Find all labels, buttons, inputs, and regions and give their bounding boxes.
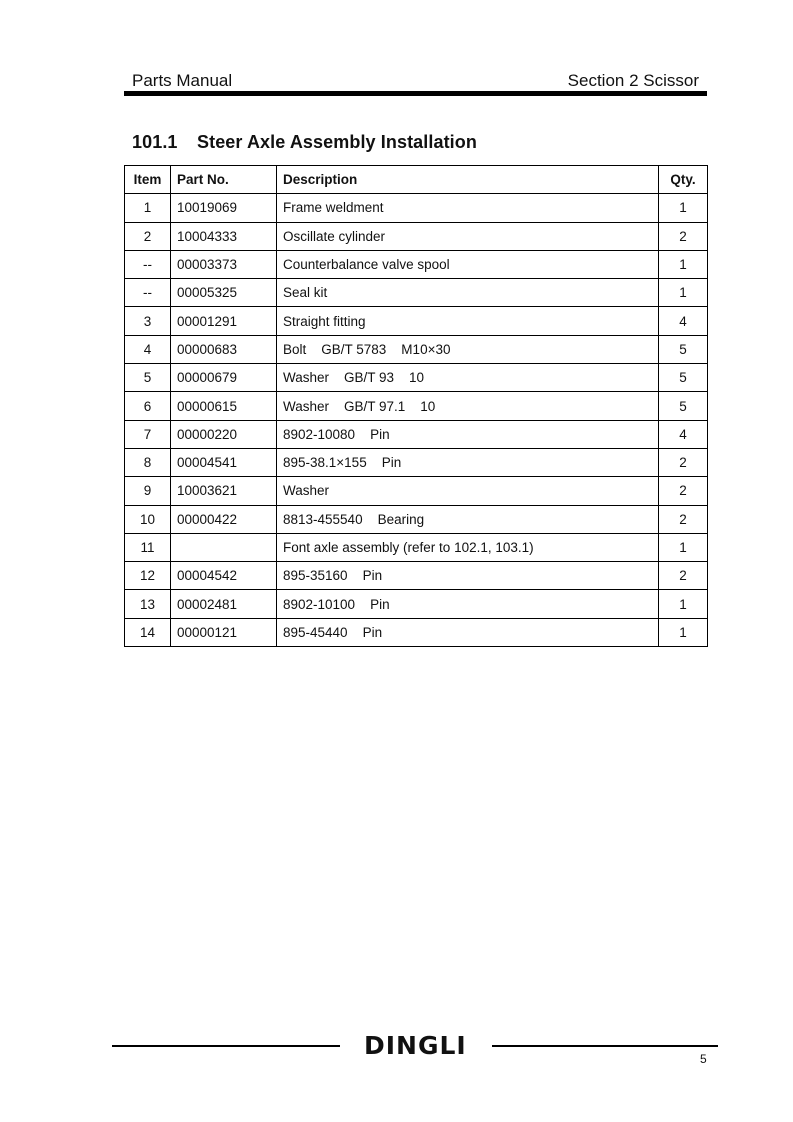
parts-table	[124, 165, 708, 647]
cell-part-no: 00001291	[171, 307, 277, 335]
cell-item: 5	[125, 364, 171, 392]
cell-item: 9	[125, 477, 171, 505]
table-row	[125, 364, 708, 392]
col-header-item: Item	[125, 166, 171, 194]
page-number: 5	[700, 1052, 707, 1066]
footer-rule-left	[112, 1045, 340, 1047]
cell-part-no: 00004541	[171, 448, 277, 476]
table-row	[125, 279, 708, 307]
table-row	[125, 335, 708, 363]
cell-description: Bolt GB/T 5783 M10×30	[277, 335, 659, 363]
cell-qty: 2	[659, 477, 708, 505]
cell-part-no	[171, 533, 277, 561]
section-heading	[132, 132, 477, 153]
section-title: Steer Axle Assembly Installation	[197, 132, 477, 152]
parts-table-body	[125, 194, 708, 647]
cell-part-no: 00005325	[171, 279, 277, 307]
cell-part-no: 10019069	[171, 194, 277, 222]
cell-qty: 2	[659, 448, 708, 476]
cell-description: 8902-10100 Pin	[277, 590, 659, 618]
table-row	[125, 533, 708, 561]
col-header-part-no: Part No.	[171, 166, 277, 194]
cell-qty: 2	[659, 505, 708, 533]
cell-description: 895-45440 Pin	[277, 618, 659, 646]
brand-logo: DINGLI	[364, 1031, 467, 1060]
cell-qty: 5	[659, 364, 708, 392]
page-header	[125, 68, 707, 92]
cell-item: 7	[125, 420, 171, 448]
cell-qty: 2	[659, 222, 708, 250]
manual-title: Parts Manual	[132, 71, 233, 90]
cell-item: 13	[125, 590, 171, 618]
cell-qty: 1	[659, 590, 708, 618]
cell-part-no: 00000679	[171, 364, 277, 392]
cell-description: Font axle assembly (refer to 102.1, 103.1)	[277, 533, 659, 561]
table-row	[125, 590, 708, 618]
table-row	[125, 194, 708, 222]
cell-qty: 1	[659, 618, 708, 646]
cell-description: 895-38.1×155 Pin	[277, 448, 659, 476]
cell-qty: 4	[659, 307, 708, 335]
header-rule	[124, 91, 707, 96]
cell-description: Washer	[277, 477, 659, 505]
cell-item: 11	[125, 533, 171, 561]
table-row	[125, 250, 708, 278]
table-row	[125, 505, 708, 533]
cell-part-no: 00000422	[171, 505, 277, 533]
col-header-description: Description	[277, 166, 659, 194]
cell-item: 6	[125, 392, 171, 420]
table-row	[125, 477, 708, 505]
cell-description: 8813-455540 Bearing	[277, 505, 659, 533]
table-row	[125, 448, 708, 476]
cell-description: Washer GB/T 93 10	[277, 364, 659, 392]
cell-qty: 1	[659, 279, 708, 307]
cell-qty: 5	[659, 335, 708, 363]
table-header-row	[125, 166, 708, 194]
cell-item: 10	[125, 505, 171, 533]
cell-part-no: 00004542	[171, 562, 277, 590]
cell-qty: 1	[659, 533, 708, 561]
cell-part-no: 10004333	[171, 222, 277, 250]
cell-description: Oscillate cylinder	[277, 222, 659, 250]
cell-part-no: 00003373	[171, 250, 277, 278]
table-row	[125, 420, 708, 448]
cell-qty: 4	[659, 420, 708, 448]
section-number: 101.1	[132, 132, 178, 152]
cell-part-no: 00000615	[171, 392, 277, 420]
cell-qty: 1	[659, 194, 708, 222]
cell-part-no: 00002481	[171, 590, 277, 618]
cell-description: Counterbalance valve spool	[277, 250, 659, 278]
cell-part-no: 00000220	[171, 420, 277, 448]
cell-item: 1	[125, 194, 171, 222]
cell-description: 895-35160 Pin	[277, 562, 659, 590]
cell-description: Frame weldment	[277, 194, 659, 222]
cell-item: 8	[125, 448, 171, 476]
cell-item: 14	[125, 618, 171, 646]
cell-item: 3	[125, 307, 171, 335]
cell-part-no: 10003621	[171, 477, 277, 505]
cell-item: --	[125, 279, 171, 307]
cell-description: Washer GB/T 97.1 10	[277, 392, 659, 420]
cell-item: 12	[125, 562, 171, 590]
cell-item: 4	[125, 335, 171, 363]
table-row	[125, 392, 708, 420]
cell-item: 2	[125, 222, 171, 250]
section-label: Section 2 Scissor	[567, 71, 699, 90]
table-row	[125, 618, 708, 646]
cell-qty: 2	[659, 562, 708, 590]
cell-part-no: 00000683	[171, 335, 277, 363]
table-row	[125, 307, 708, 335]
col-header-qty: Qty.	[659, 166, 708, 194]
footer-rule-right	[492, 1045, 718, 1047]
table-row	[125, 562, 708, 590]
cell-item: --	[125, 250, 171, 278]
table-row	[125, 222, 708, 250]
cell-qty: 5	[659, 392, 708, 420]
cell-description: 8902-10080 Pin	[277, 420, 659, 448]
cell-description: Seal kit	[277, 279, 659, 307]
cell-part-no: 00000121	[171, 618, 277, 646]
cell-qty: 1	[659, 250, 708, 278]
cell-description: Straight fitting	[277, 307, 659, 335]
